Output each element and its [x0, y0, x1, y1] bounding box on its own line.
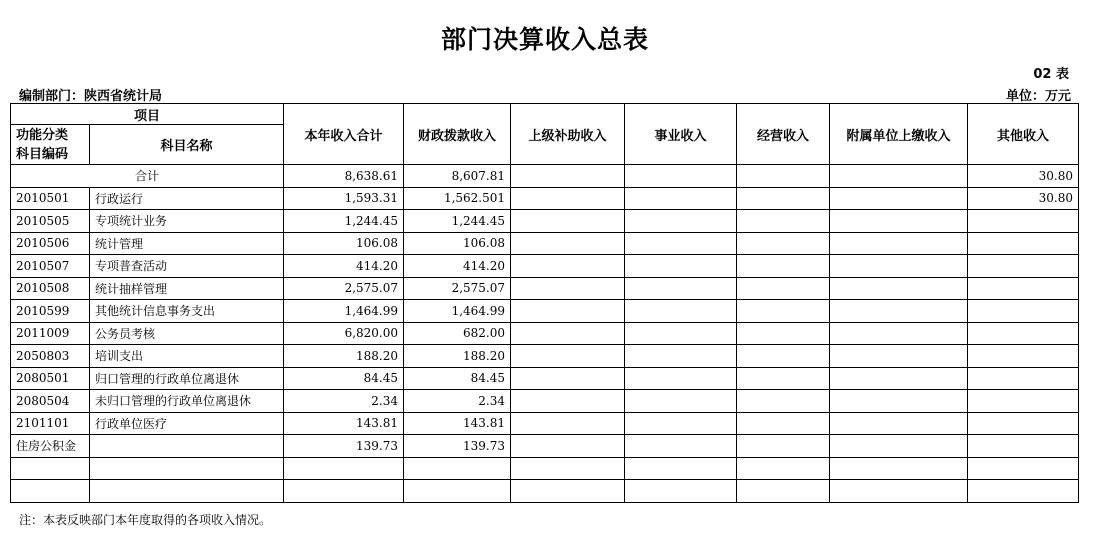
table-row: [11, 210, 1079, 233]
table-row: [11, 457, 1079, 480]
total-cell: 8,607.81: [404, 165, 511, 188]
subject-name-cell: 统计管理: [90, 232, 284, 255]
total-cell: [511, 165, 625, 188]
amount-cell: [737, 457, 830, 480]
amount-cell: [625, 345, 737, 368]
header-function-code: [11, 125, 90, 165]
subject-name-cell: 专项统计业务: [90, 210, 284, 233]
subject-code-cell: 2101101: [11, 412, 90, 435]
subject-code-cell: 2010508: [11, 277, 90, 300]
amount-cell: 682.00: [404, 322, 511, 345]
amount-cell: 1,244.45: [284, 210, 404, 233]
amount-cell: [737, 300, 830, 323]
subject-name-cell: 未归口管理的行政单位离退休: [90, 390, 284, 413]
amount-cell: [404, 457, 511, 480]
amount-cell: 143.81: [284, 412, 404, 435]
header-operating-income: 经营收入: [737, 104, 830, 165]
amount-cell: [968, 277, 1079, 300]
amount-cell: [830, 412, 968, 435]
header-business-income: 事业收入: [625, 104, 737, 165]
amount-cell: [830, 277, 968, 300]
amount-cell: [968, 457, 1079, 480]
table-row: [11, 187, 1079, 210]
amount-cell: 106.08: [284, 232, 404, 255]
amount-cell: 6,820.00: [284, 322, 404, 345]
amount-cell: 139.73: [284, 435, 404, 458]
header-superior-subsidy: 上级补助收入: [511, 104, 625, 165]
total-cell: 30.80: [968, 165, 1079, 188]
amount-cell: [737, 187, 830, 210]
total-cell: [625, 165, 737, 188]
amount-cell: [968, 255, 1079, 278]
amount-cell: [737, 277, 830, 300]
amount-cell: [830, 210, 968, 233]
table-row: [11, 412, 1079, 435]
amount-cell: [511, 367, 625, 390]
amount-cell: [625, 187, 737, 210]
amount-cell: [968, 435, 1079, 458]
amount-cell: 1,464.99: [404, 300, 511, 323]
table-row: [11, 345, 1079, 368]
subject-code-cell: 2010507: [11, 255, 90, 278]
amount-cell: 139.73: [404, 435, 511, 458]
subject-code-cell: 2011009: [11, 322, 90, 345]
subject-name-cell: [90, 435, 284, 458]
amount-cell: 106.08: [404, 232, 511, 255]
amount-cell: [968, 232, 1079, 255]
amount-cell: 2.34: [404, 390, 511, 413]
amount-cell: [737, 210, 830, 233]
header-function-code-line2: 科目编码: [16, 146, 69, 162]
footnote: 注：本表反映部门本年度取得的各项收入情况。: [19, 513, 272, 527]
subject-name-cell: 统计抽样管理: [90, 277, 284, 300]
amount-cell: [511, 480, 625, 503]
subject-name-cell: [90, 457, 284, 480]
amount-cell: 2,575.07: [284, 277, 404, 300]
amount-cell: [511, 345, 625, 368]
amount-cell: [737, 367, 830, 390]
amount-cell: [625, 435, 737, 458]
amount-cell: 414.20: [284, 255, 404, 278]
amount-cell: [737, 232, 830, 255]
amount-cell: [968, 390, 1079, 413]
amount-cell: [968, 322, 1079, 345]
amount-cell: [737, 435, 830, 458]
amount-cell: [737, 390, 830, 413]
amount-cell: [830, 187, 968, 210]
subject-name-cell: 归口管理的行政单位离退休: [90, 367, 284, 390]
amount-cell: 143.81: [404, 412, 511, 435]
header-total-income: 本年收入合计: [284, 104, 404, 165]
amount-cell: [625, 277, 737, 300]
amount-cell: [511, 232, 625, 255]
amount-cell: [511, 255, 625, 278]
amount-cell: [830, 435, 968, 458]
subject-name-cell: [90, 480, 284, 503]
subject-code-cell: 2010505: [11, 210, 90, 233]
amount-cell: 414.20: [404, 255, 511, 278]
subject-code-cell: 2050803: [11, 345, 90, 368]
header-subject-name: 科目名称: [90, 125, 284, 165]
subject-code-cell: [11, 480, 90, 503]
amount-cell: 1,464.99: [284, 300, 404, 323]
amount-cell: [737, 345, 830, 368]
subject-name-cell: 专项普查活动: [90, 255, 284, 278]
amount-cell: [511, 300, 625, 323]
amount-cell: [968, 367, 1079, 390]
amount-cell: 84.45: [284, 367, 404, 390]
amount-cell: [625, 480, 737, 503]
amount-cell: [968, 412, 1079, 435]
amount-cell: [830, 255, 968, 278]
header-item: 项目: [11, 104, 284, 125]
total-label: 合计: [11, 165, 284, 188]
report-title: 部门决算收入总表: [440, 25, 649, 54]
amount-cell: 188.20: [404, 345, 511, 368]
amount-cell: [968, 480, 1079, 503]
amount-cell: [625, 322, 737, 345]
amount-cell: [830, 322, 968, 345]
table-row: [11, 322, 1079, 345]
table-row: [11, 367, 1079, 390]
subject-name-cell: 行政运行: [90, 187, 284, 210]
amount-cell: [968, 300, 1079, 323]
table-row: [11, 300, 1079, 323]
subject-code-cell: [11, 457, 90, 480]
amount-cell: [737, 480, 830, 503]
amount-cell: [511, 457, 625, 480]
subject-code-cell: 2080504: [11, 390, 90, 413]
amount-cell: [625, 367, 737, 390]
amount-cell: [511, 187, 625, 210]
amount-cell: [830, 367, 968, 390]
amount-cell: 1,593.31: [284, 187, 404, 210]
amount-cell: 84.45: [404, 367, 511, 390]
data-rows: [11, 187, 1079, 502]
amount-cell: [625, 390, 737, 413]
table-row: [11, 390, 1079, 413]
amount-cell: [625, 255, 737, 278]
amount-cell: [737, 255, 830, 278]
amount-cell: [625, 210, 737, 233]
amount-cell: 2,575.07: [404, 277, 511, 300]
subject-code-cell: 2080501: [11, 367, 90, 390]
amount-cell: [830, 345, 968, 368]
table-number: 02 表: [1033, 67, 1069, 82]
subject-name-cell: 培训支出: [90, 345, 284, 368]
amount-cell: [968, 345, 1079, 368]
subject-code-cell: 住房公积金: [11, 435, 90, 458]
amount-cell: [625, 457, 737, 480]
table-row: [11, 435, 1079, 458]
amount-cell: [830, 232, 968, 255]
amount-cell: [284, 457, 404, 480]
amount-cell: [511, 435, 625, 458]
compiling-department: 编制部门：陕西省统计局: [19, 89, 163, 104]
amount-cell: [511, 277, 625, 300]
total-cell: 8,638.61: [284, 165, 404, 188]
amount-cell: [404, 480, 511, 503]
unit-label: 单位：万元: [1005, 89, 1071, 104]
amount-cell: [625, 300, 737, 323]
amount-cell: 2.34: [284, 390, 404, 413]
amount-cell: [511, 412, 625, 435]
amount-cell: [830, 480, 968, 503]
total-row: [11, 165, 1079, 188]
amount-cell: [737, 322, 830, 345]
header-function-code-line1: 功能分类: [16, 127, 69, 143]
header-fiscal-appropriation: 财政拨款收入: [404, 104, 511, 165]
amount-cell: [511, 390, 625, 413]
subject-code-cell: 2010599: [11, 300, 90, 323]
subject-code-cell: 2010501: [11, 187, 90, 210]
amount-cell: [830, 300, 968, 323]
header-other-income: 其他收入: [968, 104, 1079, 165]
total-cell: [830, 165, 968, 188]
amount-cell: [830, 390, 968, 413]
total-cell: [737, 165, 830, 188]
subject-name-cell: 其他统计信息事务支出: [90, 300, 284, 323]
amount-cell: [284, 480, 404, 503]
subject-name-cell: 行政单位医疗: [90, 412, 284, 435]
amount-cell: 30.80: [968, 187, 1079, 210]
table-row: [11, 277, 1079, 300]
amount-cell: [511, 322, 625, 345]
table-row: [11, 480, 1079, 503]
amount-cell: 1,562.501: [404, 187, 511, 210]
amount-cell: [830, 457, 968, 480]
income-summary-table: [10, 103, 1079, 503]
amount-cell: [625, 412, 737, 435]
amount-cell: [737, 412, 830, 435]
subject-name-cell: 公务员考核: [90, 322, 284, 345]
table-row: [11, 232, 1079, 255]
header-affiliated-income: 附属单位上缴收入: [830, 104, 968, 165]
subject-code-cell: 2010506: [11, 232, 90, 255]
amount-cell: 188.20: [284, 345, 404, 368]
amount-cell: [968, 210, 1079, 233]
table-row: [11, 255, 1079, 278]
amount-cell: 1,244.45: [404, 210, 511, 233]
amount-cell: [511, 210, 625, 233]
amount-cell: [625, 232, 737, 255]
